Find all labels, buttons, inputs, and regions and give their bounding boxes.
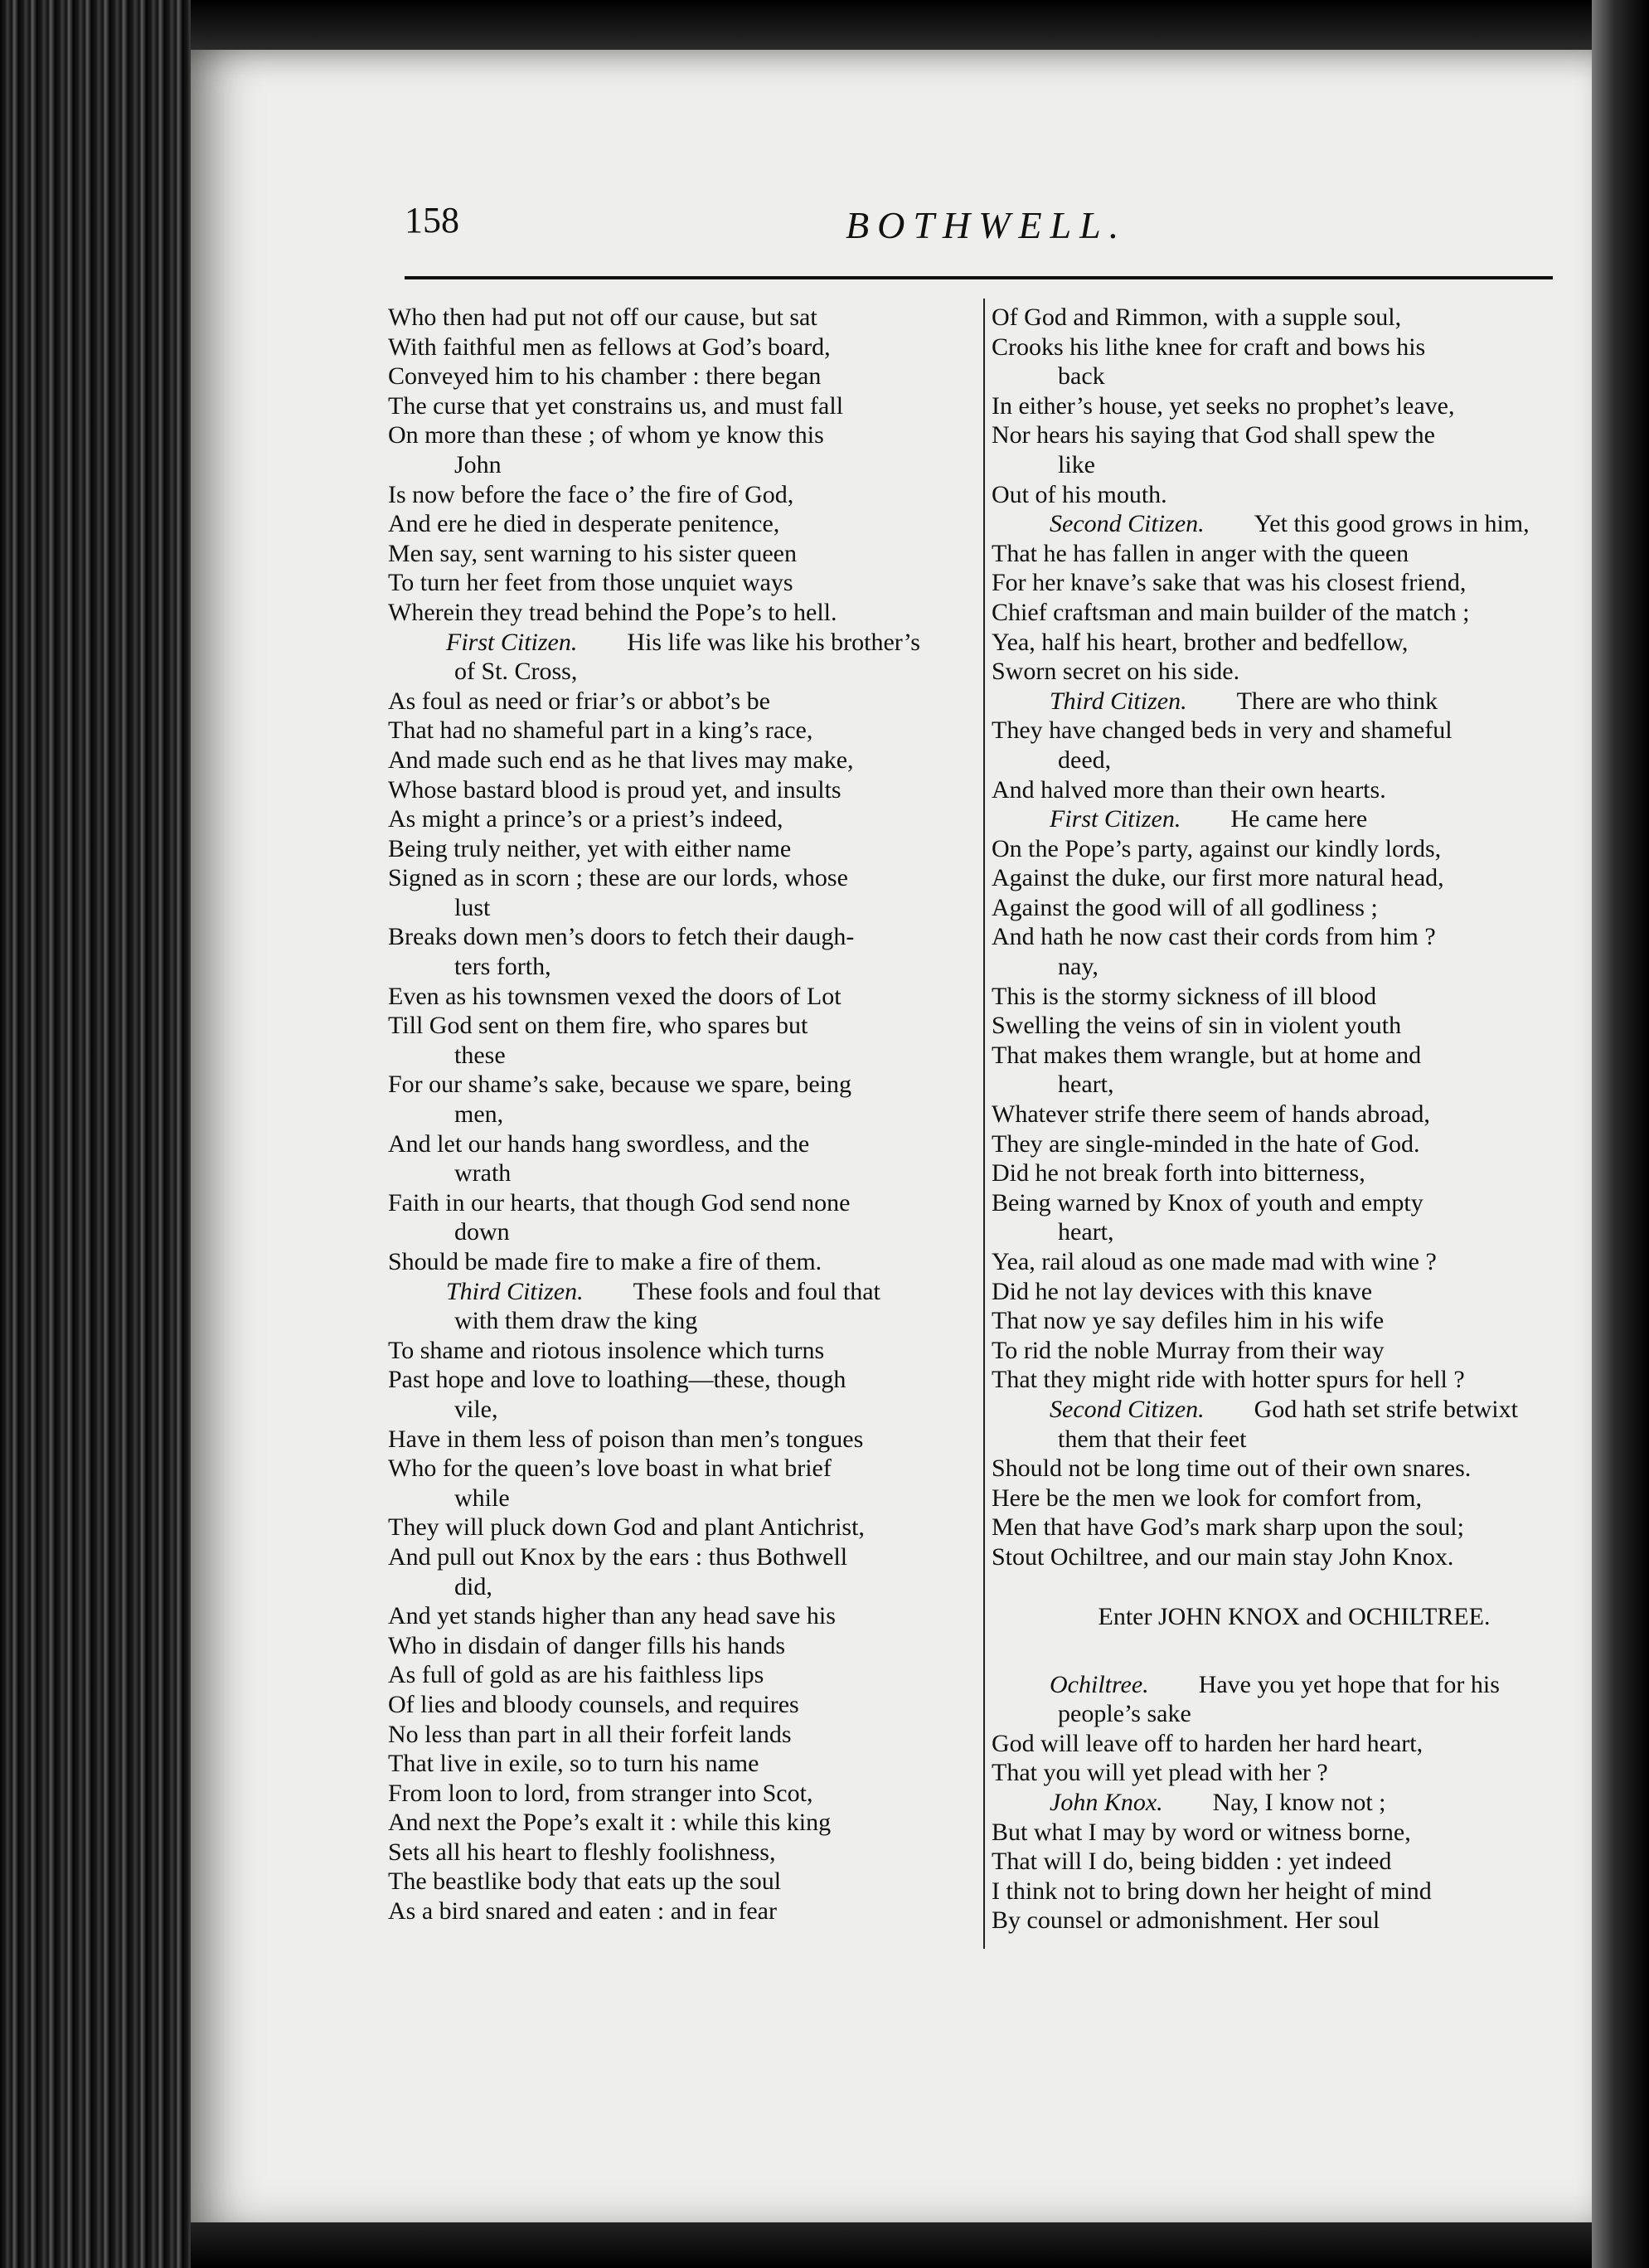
- line-text: Whatever strife there seem of hands abroad,: [992, 1100, 1430, 1129]
- verse-line: [388, 1188, 968, 1218]
- verse-line: [388, 863, 968, 893]
- line-text: Have you yet hope that for his: [1198, 1670, 1500, 1698]
- line-text: That he has fallen in anger with the queen: [992, 539, 1409, 567]
- line-text: That now ye say defiles him in his wife: [992, 1307, 1385, 1335]
- verse-line: [388, 1425, 968, 1455]
- verse-line: [992, 1484, 1597, 1513]
- line-text: Men say, sent warning to his sister queen: [388, 539, 797, 567]
- verse-line: [388, 834, 968, 864]
- line-text: That live in exile, so to turn his name: [388, 1750, 759, 1778]
- speaker-name: John Knox.: [1050, 1788, 1163, 1816]
- verse-line: [992, 1542, 1597, 1572]
- verse-line: [388, 804, 968, 834]
- line-text: To turn her feet from those unquiet ways: [388, 569, 793, 597]
- line-text: Who in disdain of danger fills his hands: [388, 1631, 786, 1659]
- speaker-name: First Citizen.: [1050, 805, 1181, 833]
- line-text: As full of gold as are his faithless lips: [388, 1661, 764, 1689]
- line-text: while: [454, 1484, 510, 1512]
- line-text: Did he not break forth into bitterness,: [992, 1159, 1365, 1187]
- verse-line: [992, 1100, 1597, 1129]
- line-text: No less than part in all their forfeit lands: [388, 1720, 792, 1748]
- line-text: Past hope and love to loathing—these, though: [388, 1366, 846, 1394]
- line-text: Who then had put not off our cause, but sat: [388, 304, 817, 331]
- verse-line: [388, 893, 968, 923]
- verse-line: [388, 628, 968, 658]
- verse-line: [992, 1188, 1597, 1218]
- verse-line: [388, 1070, 968, 1100]
- line-text: them that their feet: [1058, 1425, 1247, 1453]
- verse-line: [388, 1247, 968, 1277]
- verse-line: [388, 1217, 968, 1247]
- verse-line: [992, 1454, 1597, 1484]
- verse-line: [992, 450, 1597, 480]
- line-text: To rid the noble Murray from their way: [992, 1336, 1385, 1364]
- verse-line: [992, 922, 1597, 952]
- line-text: With faithful men as fellows at God’s board,: [388, 333, 831, 361]
- verse-line: [388, 539, 968, 569]
- verse-line: [992, 1247, 1597, 1277]
- line-text: Signed as in scorn ; these are our lords, whose: [388, 864, 848, 892]
- verse-line: [992, 1847, 1597, 1877]
- verse-line: [992, 391, 1597, 421]
- line-text: Crooks his lithe knee for craft and bows his: [992, 333, 1426, 361]
- line-text: Being truly neither, yet with either name: [388, 834, 792, 862]
- verse-line: [388, 362, 968, 391]
- line-text: For our shame’s sake, because we spare, being: [388, 1071, 851, 1099]
- line-text: The curse that yet constrains us, and must fall: [388, 391, 844, 420]
- line-text: And yet stands higher than any head save his: [388, 1602, 836, 1630]
- line-text: He came here: [1230, 805, 1368, 833]
- line-text: They are single-minded in the hate of God.: [992, 1129, 1420, 1158]
- line-text: There are who think: [1236, 687, 1438, 715]
- speaker-name: First Citizen.: [446, 628, 578, 656]
- line-text: Here be the men we look for comfort from,: [992, 1484, 1422, 1512]
- line-text: And made such end as he that lives may make,: [388, 745, 854, 774]
- verse-line: [388, 1158, 968, 1188]
- line-text: Wherein they tread behind the Pope’s to hell.: [388, 598, 837, 626]
- line-text: God will leave off to harden her hard heart,: [992, 1729, 1423, 1757]
- line-text: And hath he now cast their cords from him ?: [992, 923, 1436, 951]
- line-text: Chief craftsman and main builder of the match ;: [992, 598, 1470, 626]
- verse-line: [992, 480, 1597, 510]
- verse-line: [388, 1395, 968, 1425]
- verse-line: [388, 1365, 968, 1395]
- verse-line: [388, 1041, 968, 1071]
- verse-line: [992, 509, 1597, 539]
- verse-line: [992, 1699, 1597, 1729]
- line-text: Stout Ochiltree, and our main stay John Knox.: [992, 1542, 1454, 1571]
- verse-line: [388, 1631, 968, 1661]
- line-text: I think not to bring down her height of mind: [992, 1877, 1432, 1905]
- line-text: Nay, I know not ;: [1212, 1788, 1386, 1816]
- line-text: Who for the queen’s love boast in what brief: [388, 1455, 832, 1483]
- verse-line: [992, 982, 1597, 1012]
- line-text: Breaks down men’s doors to fetch their daugh-: [388, 923, 855, 951]
- line-text: They have changed beds in very and shameful: [992, 716, 1453, 745]
- line-text: down: [454, 1218, 510, 1246]
- line-text: As might a prince’s or a priest’s indeed,: [388, 805, 783, 833]
- column-divider: [983, 299, 985, 1949]
- verse-line: [992, 893, 1597, 923]
- line-text: Did he not lay devices with this knave: [992, 1277, 1373, 1305]
- verse-line: [388, 1867, 968, 1896]
- verse-line: [992, 1788, 1597, 1818]
- line-text: people’s sake: [1058, 1700, 1191, 1728]
- line-text: Yea, half his heart, brother and bedfellow,: [992, 628, 1409, 656]
- line-text: God hath set strife betwixt: [1254, 1395, 1518, 1423]
- verse-line: [992, 1395, 1597, 1425]
- line-text: John: [454, 450, 502, 478]
- verse-line: [992, 1306, 1597, 1336]
- line-text: Have in them less of poison than men’s tongues: [388, 1425, 864, 1453]
- line-text: His life was like his brother’s: [627, 628, 920, 656]
- verse-line: [388, 568, 968, 598]
- microfilm-right-edge: [1592, 0, 1649, 2268]
- line-text: By counsel or admonishment. Her soul: [992, 1906, 1380, 1935]
- verse-line: [388, 598, 968, 628]
- line-text: these: [454, 1041, 506, 1069]
- line-text: like: [1058, 450, 1095, 478]
- line-text: And pull out Knox by the ears : thus Bothwell: [388, 1542, 848, 1571]
- line-text: As a bird snared and eaten : and in fear: [388, 1897, 777, 1926]
- verse-line: [992, 863, 1597, 893]
- line-text: That will I do, being bidden : yet indeed: [992, 1848, 1392, 1876]
- line-text: Is now before the face o’ the fire of God,: [388, 480, 794, 508]
- verse-line: [388, 1572, 968, 1602]
- verse-line: [992, 1877, 1597, 1906]
- verse-line: [388, 1660, 968, 1690]
- line-text: They will pluck down God and plant Antichrist,: [388, 1513, 865, 1542]
- line-text: But what I may by word or witness borne,: [992, 1818, 1411, 1846]
- verse-line: [992, 628, 1597, 658]
- line-text: Yea, rail aloud as one made mad with wine ?: [992, 1248, 1437, 1275]
- line-text: From loon to lord, from stranger into Scot,: [388, 1779, 813, 1807]
- verse-line: [992, 1336, 1597, 1366]
- verse-line: [388, 922, 968, 952]
- speaker-name: Ochiltree.: [1050, 1670, 1149, 1698]
- line-text: That they might ride with hotter spurs for hell ?: [992, 1366, 1465, 1394]
- speaker-name: Third Citizen.: [446, 1277, 584, 1305]
- verse-line: [992, 745, 1597, 775]
- line-text: men,: [454, 1100, 504, 1129]
- verse-line: [992, 1425, 1597, 1455]
- verse-line: [992, 775, 1597, 805]
- verse-line: [388, 982, 968, 1012]
- line-text: On the Pope’s party, against our kindly lords,: [992, 834, 1442, 862]
- line-text: Men that have God’s mark sharp upon the soul;: [992, 1513, 1464, 1542]
- line-text: As foul as need or friar’s or abbot’s be: [388, 687, 770, 715]
- line-text: Sets all his heart to fleshly foolishness,: [388, 1838, 776, 1866]
- microfilm-top-edge: [191, 0, 1592, 50]
- line-text: Out of his mouth.: [992, 480, 1167, 508]
- line-text: nay,: [1058, 953, 1099, 981]
- line-text: back: [1058, 362, 1105, 391]
- line-text: of St. Cross,: [454, 658, 578, 686]
- verse-line: [992, 1041, 1597, 1071]
- left-column: [388, 303, 968, 1926]
- line-text: Whose bastard blood is proud yet, and insults: [388, 775, 841, 804]
- line-text: Against the good will of all godliness ;: [992, 893, 1378, 921]
- line-text: And next the Pope’s exalt it : while this king: [388, 1809, 832, 1837]
- line-text: Sworn secret on his side.: [992, 658, 1240, 686]
- verse-line: [388, 716, 968, 745]
- line-text: vile,: [454, 1395, 498, 1423]
- verse-line: [992, 568, 1597, 598]
- line-text: Against the duke, our first more natural head,: [992, 864, 1444, 892]
- verse-line: [388, 952, 968, 982]
- verse-line: [992, 1011, 1597, 1041]
- verse-line: [992, 1513, 1597, 1542]
- verse-line: [388, 1277, 968, 1307]
- line-text: Faith in our hearts, that though God send none: [388, 1188, 851, 1217]
- verse-line: [992, 598, 1597, 628]
- speaker-name: Second Citizen.: [1050, 510, 1205, 538]
- verse-line: [992, 1217, 1597, 1247]
- line-text: deed,: [1058, 745, 1112, 774]
- page-number: 158: [405, 200, 459, 240]
- running-title: BOTHWELL.: [846, 204, 1128, 246]
- line-text: This is the stormy sickness of ill blood: [992, 982, 1377, 1010]
- microfilm-bottom-edge: [191, 2222, 1592, 2268]
- verse-line: [388, 1484, 968, 1513]
- line-text: wrath: [454, 1159, 512, 1187]
- line-text: Till God sent on them fire, who spares but: [388, 1012, 808, 1040]
- verse-line: [388, 1749, 968, 1779]
- verse-line: [388, 1720, 968, 1750]
- line-text: Nor hears his saying that God shall spew the: [992, 421, 1435, 449]
- verse-line: [388, 1011, 968, 1041]
- verse-line: [388, 745, 968, 775]
- verse-line: [388, 687, 968, 716]
- verse-line: [388, 1779, 968, 1809]
- line-text: That had no shameful part in a king’s race,: [388, 716, 813, 745]
- verse-line: [992, 303, 1597, 333]
- verse-line: [388, 1542, 968, 1572]
- verse-line: [992, 1670, 1597, 1700]
- verse-line: [388, 333, 968, 362]
- line-text: These fools and foul that: [633, 1277, 880, 1305]
- verse-line: [388, 1513, 968, 1542]
- verse-line: [992, 687, 1597, 716]
- verse-line: [388, 1896, 968, 1926]
- line-text: Should not be long time out of their own snares.: [992, 1455, 1472, 1483]
- verse-line: [992, 1818, 1597, 1848]
- verse-line: [388, 1454, 968, 1484]
- line-text: heart,: [1058, 1071, 1114, 1099]
- verse-line: [388, 1838, 968, 1867]
- verse-line: [992, 1277, 1597, 1307]
- verse-line: [992, 657, 1597, 687]
- verse-line: [992, 1758, 1597, 1788]
- verse-line: [388, 391, 968, 421]
- verse-line: [992, 804, 1597, 834]
- line-text: On more than these ; of whom ye know this: [388, 421, 824, 449]
- verse-line: [992, 420, 1597, 450]
- line-text: The beastlike body that eats up the soul: [388, 1867, 782, 1896]
- line-text: Being warned by Knox of youth and empty: [992, 1188, 1423, 1217]
- line-text: Of God and Rimmon, with a supple soul,: [992, 304, 1402, 331]
- speaker-name: Third Citizen.: [1050, 687, 1187, 715]
- verse-line: [388, 1306, 968, 1336]
- verse-line: [992, 1129, 1597, 1159]
- verse-line: [992, 1070, 1597, 1100]
- stage-direction: Enter JOHN KNOX and OCHILTREE.: [1098, 1602, 1491, 1630]
- line-text: lust: [454, 893, 491, 921]
- verse-line: [992, 1158, 1597, 1188]
- verse-line: [388, 1601, 968, 1631]
- verse-line: [388, 420, 968, 450]
- line-text: with them draw the king: [454, 1307, 698, 1335]
- verse-line: [992, 952, 1597, 982]
- verse-line: [992, 333, 1597, 362]
- verse-line: [388, 450, 968, 480]
- line-text: And ere he died in desperate penitence,: [388, 510, 780, 538]
- line-text: And let our hands hang swordless, and the: [388, 1129, 810, 1158]
- line-text: Swelling the veins of sin in violent youth: [992, 1012, 1402, 1040]
- verse-line: [388, 1808, 968, 1838]
- verse-line: [992, 716, 1597, 745]
- line-text: Yet this good grows in him,: [1254, 510, 1530, 538]
- verse-line: [388, 1100, 968, 1129]
- line-text: Even as his townsmen vexed the doors of Lot: [388, 982, 841, 1010]
- line-text: That you will yet plead with her ?: [992, 1759, 1328, 1787]
- verse-line: [992, 834, 1597, 864]
- line-text: In either’s house, yet seeks no prophet’s leave,: [992, 391, 1455, 420]
- verse-line: [388, 1690, 968, 1720]
- verse-line: [388, 775, 968, 805]
- line-text: Of lies and bloody counsels, and requires: [388, 1690, 799, 1718]
- line-text: Conveyed him to his chamber : there began: [388, 362, 822, 391]
- verse-line: [388, 1336, 968, 1366]
- verse-line: [388, 480, 968, 510]
- verse-line: [992, 1729, 1597, 1759]
- verse-line: [992, 1365, 1597, 1395]
- verse-line: [388, 1129, 968, 1159]
- line-text: ters forth,: [454, 953, 551, 981]
- line-text: To shame and riotous insolence which turns: [388, 1336, 825, 1364]
- right-column: [992, 303, 1597, 1935]
- line-text: And halved more than their own hearts.: [992, 775, 1386, 804]
- verse-line: [388, 303, 968, 333]
- line-text: For her knave’s sake that was his closest friend,: [992, 569, 1467, 597]
- verse-line: [992, 362, 1597, 391]
- line-text: heart,: [1058, 1218, 1114, 1246]
- line-text: Should be made fire to make a fire of them.: [388, 1248, 822, 1275]
- verse-line: [388, 657, 968, 687]
- line-text: That makes them wrangle, but at home and: [992, 1041, 1422, 1069]
- verse-line: [388, 509, 968, 539]
- verse-line: [992, 539, 1597, 569]
- header-rule: [405, 276, 1553, 279]
- line-text: did,: [454, 1572, 492, 1600]
- verse-line: [992, 1906, 1597, 1935]
- speaker-name: Second Citizen.: [1050, 1395, 1205, 1423]
